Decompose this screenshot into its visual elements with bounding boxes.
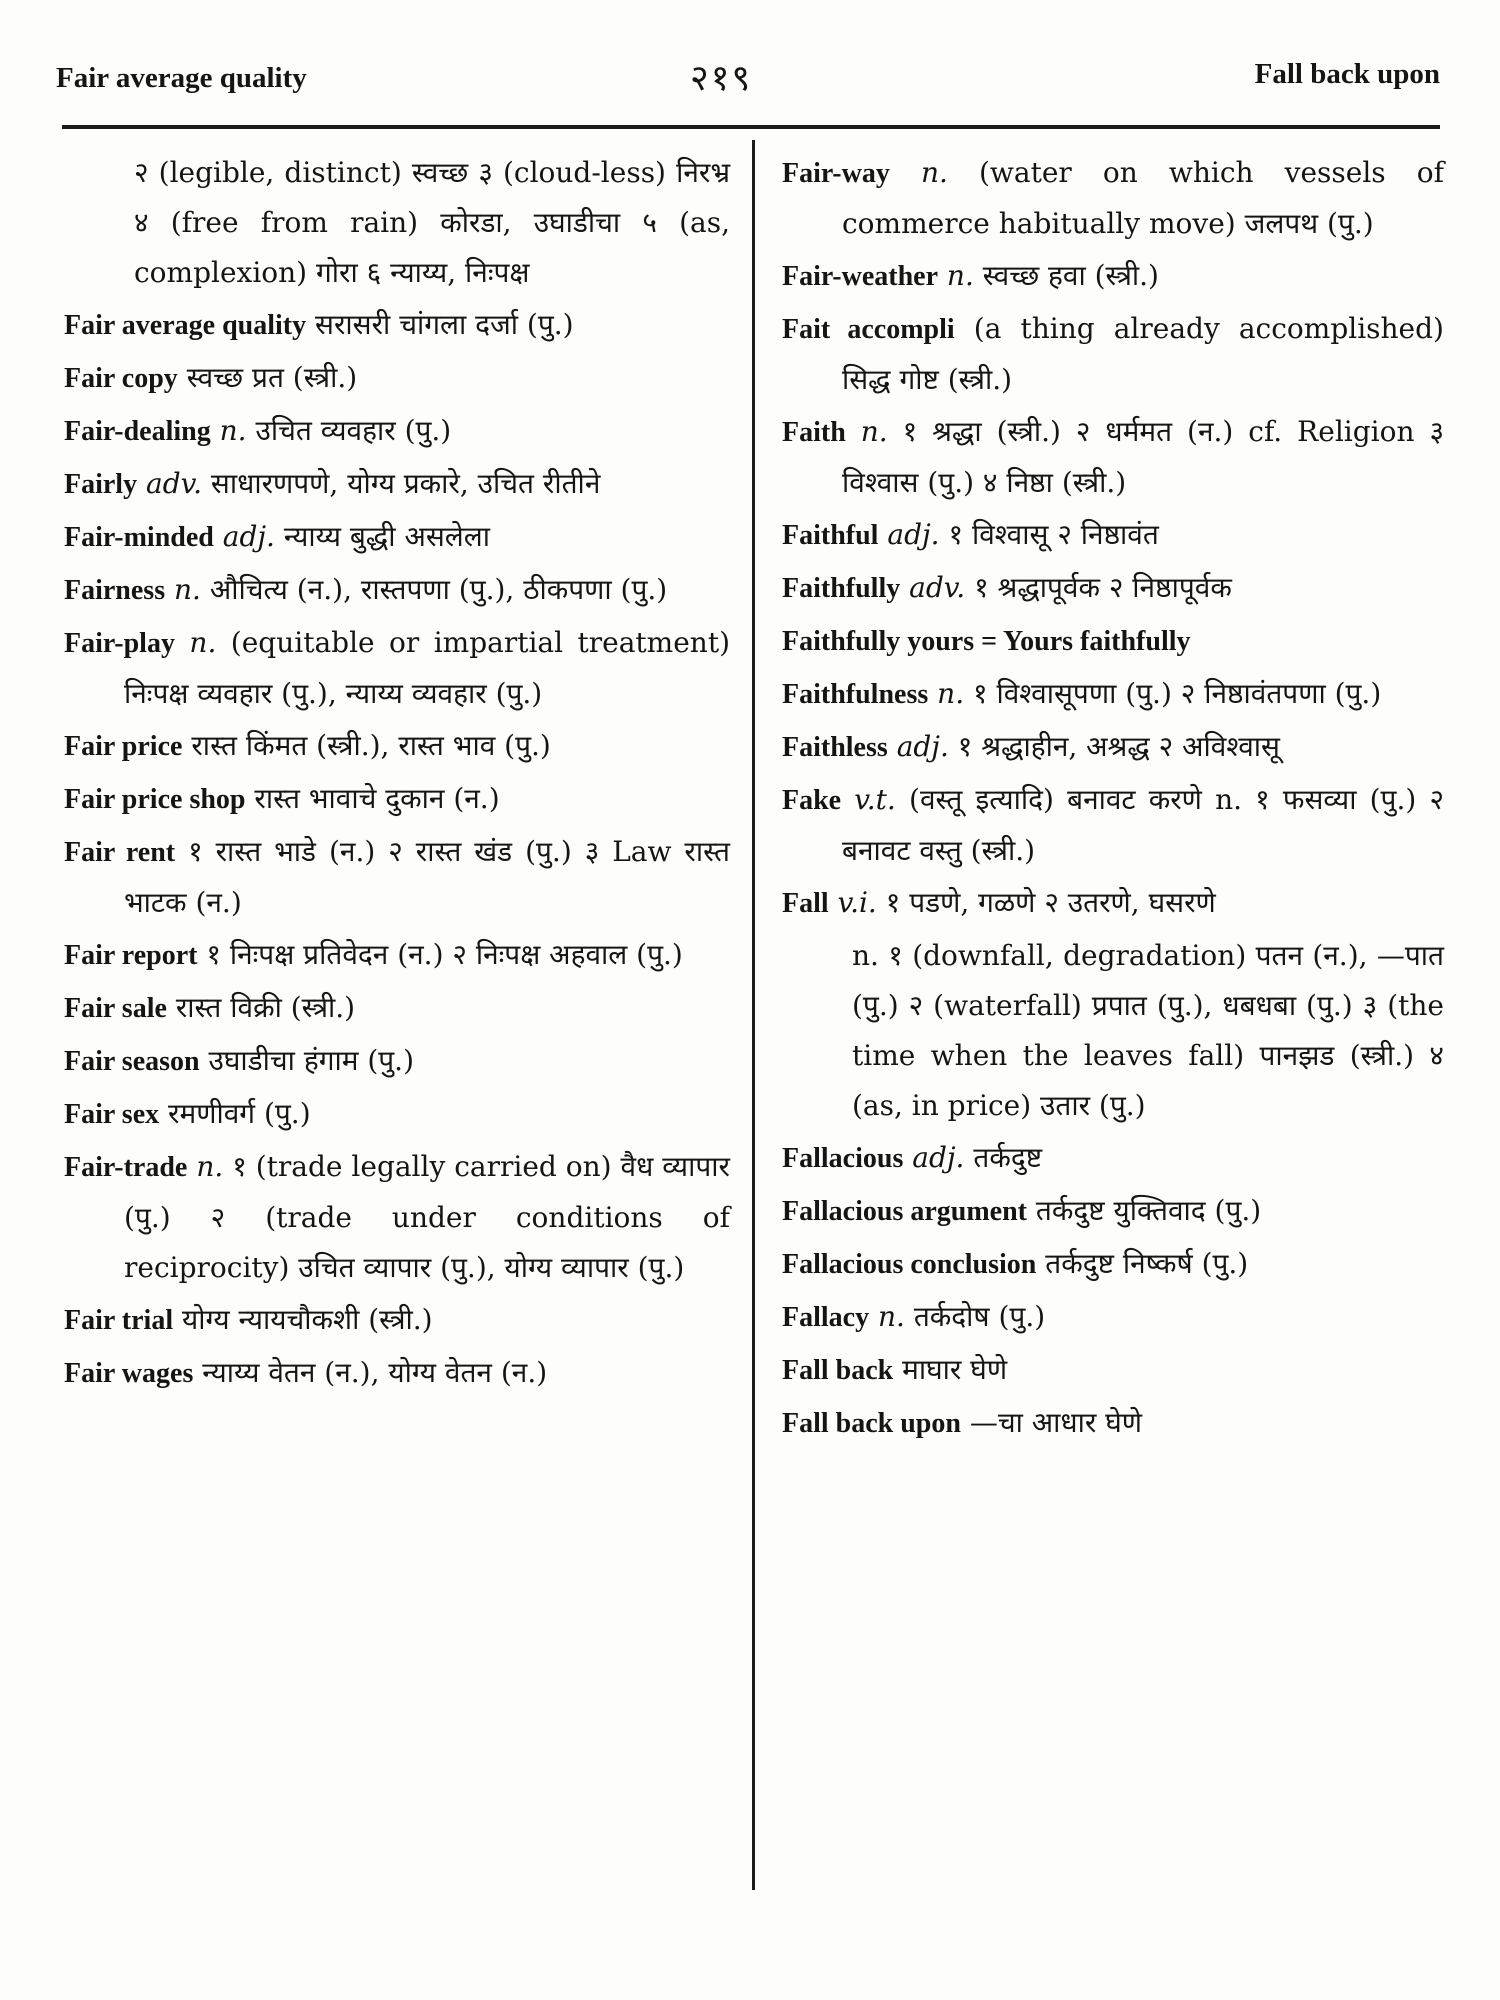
entry-headword: Fallacious argument <box>782 1196 1027 1227</box>
entry-definition: सरासरी चांगला दर्जा (पु.) <box>315 308 574 341</box>
entry-headword: Faithfully <box>782 573 901 604</box>
entry-headword: Fair price <box>64 731 183 762</box>
entry-definition: १ श्रद्धापूर्वक २ निष्ठापूर्वक <box>974 571 1232 604</box>
dictionary-entry <box>782 878 1444 929</box>
dictionary-entry <box>64 300 730 351</box>
entry-definition: (वस्तू इत्यादि) बनावट करणे n. १ फसव्या (पु.) २ बनावट वस्तु (स्त्री.) <box>842 783 1445 867</box>
dictionary-entry <box>782 148 1444 249</box>
entry-definition: १ विश्वासूपणा (पु.) २ निष्ठावंतपणा (पु.) <box>973 677 1382 710</box>
entry-part-of-speech: n. <box>174 573 201 606</box>
dictionary-entry <box>64 565 730 616</box>
dictionary-entry <box>64 459 730 510</box>
dictionary-entry <box>782 563 1444 614</box>
entry-part-of-speech: n. <box>860 415 888 448</box>
entry-headword: Faith <box>782 417 846 448</box>
entry-part-of-speech: adv. <box>146 467 203 500</box>
entry-definition: १ विश्वासू २ निष्ठावंत <box>948 518 1159 551</box>
entry-definition: उघाडीचा हंगाम (पु.) <box>208 1044 415 1077</box>
entry-headword: Fair-dealing <box>64 416 211 447</box>
dictionary-entry <box>64 827 730 928</box>
dictionary-entry <box>64 353 730 404</box>
entry-part-of-speech: adj. <box>222 520 275 553</box>
dictionary-entry <box>782 1186 1444 1237</box>
entry-headword: Faithful <box>782 520 879 551</box>
dictionary-entry <box>782 722 1444 773</box>
entry-headword: Fair-minded <box>64 522 214 553</box>
entry-definition: रास्त किंमत (स्त्री.), रास्त भाव (पु.) <box>191 729 551 762</box>
dictionary-entry <box>782 1239 1444 1290</box>
entry-part-of-speech: n. <box>946 259 974 292</box>
entry-headword: Fallacy <box>782 1302 870 1333</box>
right-column <box>782 148 1444 1451</box>
dictionary-entry <box>64 1295 730 1346</box>
entry-headword: Fair rent <box>64 837 176 868</box>
entry-definition: १ पडणे, गळणे २ उतरणे, घसरणे <box>885 886 1216 919</box>
entry-headword: Fairly <box>64 469 138 500</box>
header-left-guide-word: Fair average quality <box>56 62 307 94</box>
entry-definition: १ श्रद्धाहीन, अश्रद्ध २ अविश्वासू <box>957 730 1280 763</box>
header-right-guide-word: Fall back upon <box>1254 58 1440 90</box>
entry-definition: रास्त विक्री (स्त्री.) <box>175 991 356 1024</box>
entry-headword: Fair-weather <box>782 261 938 292</box>
dictionary-entry <box>64 148 730 298</box>
left-column <box>64 148 730 1401</box>
entry-definition: माघार घेणे <box>902 1353 1008 1386</box>
entry-part-of-speech: n. <box>196 1150 224 1183</box>
entry-definition: (a thing already accomplished) सिद्ध गोष्ट (स्त्री.) <box>842 312 1444 396</box>
entry-definition: १ रास्त भाडे (न.) २ रास्त खंड (पु.) ३ Law रास्त भाटक (न.) <box>124 835 730 919</box>
entry-part-of-speech: n. <box>920 156 948 189</box>
entry-headword: Fall back <box>782 1355 894 1386</box>
entry-part-of-speech: adj. <box>912 1141 965 1174</box>
entry-headword: Fall back upon <box>782 1408 961 1439</box>
entry-definition: १ (trade legally carried on) वैध व्यापार (पु.) २ (trade under conditions of reciprocity) उचित व्यापार (पु.), योग्य व्यापार (पु.) <box>124 1150 730 1284</box>
dictionary-entry <box>64 1089 730 1140</box>
dictionary-entry <box>64 1348 730 1399</box>
dictionary-entry <box>782 775 1444 876</box>
entry-headword: Fair price shop <box>64 784 246 815</box>
entry-definition: स्वच्छ प्रत (स्त्री.) <box>186 361 358 394</box>
dictionary-entry <box>64 930 730 981</box>
entry-definition: न्याय्य वेतन (न.), योग्य वेतन (न.) <box>202 1356 548 1389</box>
entry-headword: Faithless <box>782 732 888 763</box>
entry-definition: उचित व्यवहार (पु.) <box>255 414 452 447</box>
entry-definition: रास्त भावाचे दुकान (न.) <box>254 782 500 815</box>
entry-headword: Fallacious <box>782 1143 904 1174</box>
entry-headword: Faithfulness <box>782 679 929 710</box>
entry-definition: साधारणपणे, योग्य प्रकारे, उचित रीतीने <box>210 467 601 500</box>
dictionary-entry <box>782 669 1444 720</box>
dictionary-entry <box>782 931 1444 1131</box>
entry-headword: Fait accompli <box>782 314 955 345</box>
entry-part-of-speech: n. <box>219 414 247 447</box>
entry-definition: (equitable or impartial treatment) निःपक्ष व्यवहार (पु.), न्याय्य व्यवहार (पु.) <box>124 626 731 710</box>
dictionary-entry <box>782 251 1444 302</box>
entry-headword: Fair-way <box>782 158 890 189</box>
entry-headword: Fallacious conclusion <box>782 1249 1037 1280</box>
entry-definition: तर्कदुष्ट निष्कर्ष (पु.) <box>1045 1247 1249 1280</box>
entry-headword: Fair season <box>64 1046 200 1077</box>
entry-definition: २ (legible, distinct) स्वच्छ ३ (cloud-less) निरभ्र ४ (free from rain) कोरडा, उघाडीचा ५ (as, complexion) गोरा ६ न्याय्य, निःपक्ष <box>134 156 730 289</box>
dictionary-entry <box>782 1345 1444 1396</box>
entry-definition: n. १ (downfall, degradation) पतन (न.), —पात (पु.) २ (waterfall) प्रपात (पु.), धबधबा (पु.) ३ (the time when the leaves fall) पानझड (स्त्री.) ४ (as, in price) उतार (पु.) <box>852 939 1444 1122</box>
entry-definition: स्वच्छ हवा (स्त्री.) <box>982 259 1159 292</box>
dictionary-entry <box>782 304 1444 405</box>
entry-headword: Fair sale <box>64 993 167 1024</box>
entry-definition: औचित्य (न.), रास्तपणा (पु.), ठीकपणा (पु.) <box>209 573 668 606</box>
entry-definition: योग्य न्यायचौकशी (स्त्री.) <box>182 1303 433 1336</box>
dictionary-entry <box>64 406 730 457</box>
entry-headword: Fair report <box>64 940 198 971</box>
entry-headword: Fair-play <box>64 628 175 659</box>
entry-part-of-speech: n. <box>937 677 965 710</box>
dictionary-entry <box>782 510 1444 561</box>
entry-headword: Fair average quality <box>64 310 307 341</box>
entry-headword: Fair-trade <box>64 1152 188 1183</box>
entry-definition: (water on which vessels of commerce habitually move) जलपथ (पु.) <box>842 156 1444 240</box>
entry-definition: तर्कदुष्ट युक्तिवाद (पु.) <box>1035 1194 1262 1227</box>
entry-headword: Fair trial <box>64 1305 174 1336</box>
entry-part-of-speech: n. <box>189 626 217 659</box>
entry-headword: Fairness <box>64 575 166 606</box>
entry-definition: १ श्रद्धा (स्त्री.) २ धर्ममत (न.) cf. Religion ३ विश्वास (पु.) ४ निष्ठा (स्त्री.) <box>842 415 1445 499</box>
entry-headword: Fair copy <box>64 363 178 394</box>
entry-definition: न्याय्य बुद्धी असलेला <box>283 520 490 553</box>
column-divider <box>752 140 755 1890</box>
dictionary-entry <box>64 618 730 719</box>
dictionary-entry <box>782 1292 1444 1343</box>
entry-definition: तर्कदुष्ट <box>973 1141 1043 1174</box>
dictionary-entry <box>782 1398 1444 1449</box>
entry-definition: १ निःपक्ष प्रतिवेदन (न.) २ निःपक्ष अहवाल (पु.) <box>206 938 683 971</box>
entry-part-of-speech: adj. <box>887 518 940 551</box>
dictionary-entry <box>782 616 1444 667</box>
entry-part-of-speech: adj. <box>896 730 949 763</box>
entry-part-of-speech: adv. <box>909 571 966 604</box>
entry-part-of-speech: v.t. <box>854 783 896 816</box>
page-number: २१९ <box>690 58 753 99</box>
entry-headword: Fair wages <box>64 1358 194 1389</box>
dictionary-entry <box>782 407 1444 508</box>
dictionary-entry <box>64 721 730 772</box>
entry-headword: Fall <box>782 888 829 919</box>
entry-headword: Faithfully yours = Yours faithfully <box>782 626 1191 657</box>
entry-definition: —चा आधार घेणे <box>969 1406 1143 1439</box>
dictionary-entry <box>64 774 730 825</box>
entry-part-of-speech: v.i. <box>837 886 877 919</box>
entry-headword: Fair sex <box>64 1099 160 1130</box>
dictionary-entry <box>64 512 730 563</box>
dictionary-entry <box>64 1036 730 1087</box>
entry-headword: Fake <box>782 785 842 816</box>
entry-definition: तर्कदोष (पु.) <box>913 1300 1046 1333</box>
dictionary-entry <box>782 1133 1444 1184</box>
entry-definition: रमणीवर्ग (पु.) <box>168 1097 311 1130</box>
dictionary-entry <box>64 983 730 1034</box>
dictionary-entry <box>64 1142 730 1293</box>
header-rule <box>62 125 1440 129</box>
entry-part-of-speech: n. <box>878 1300 905 1333</box>
